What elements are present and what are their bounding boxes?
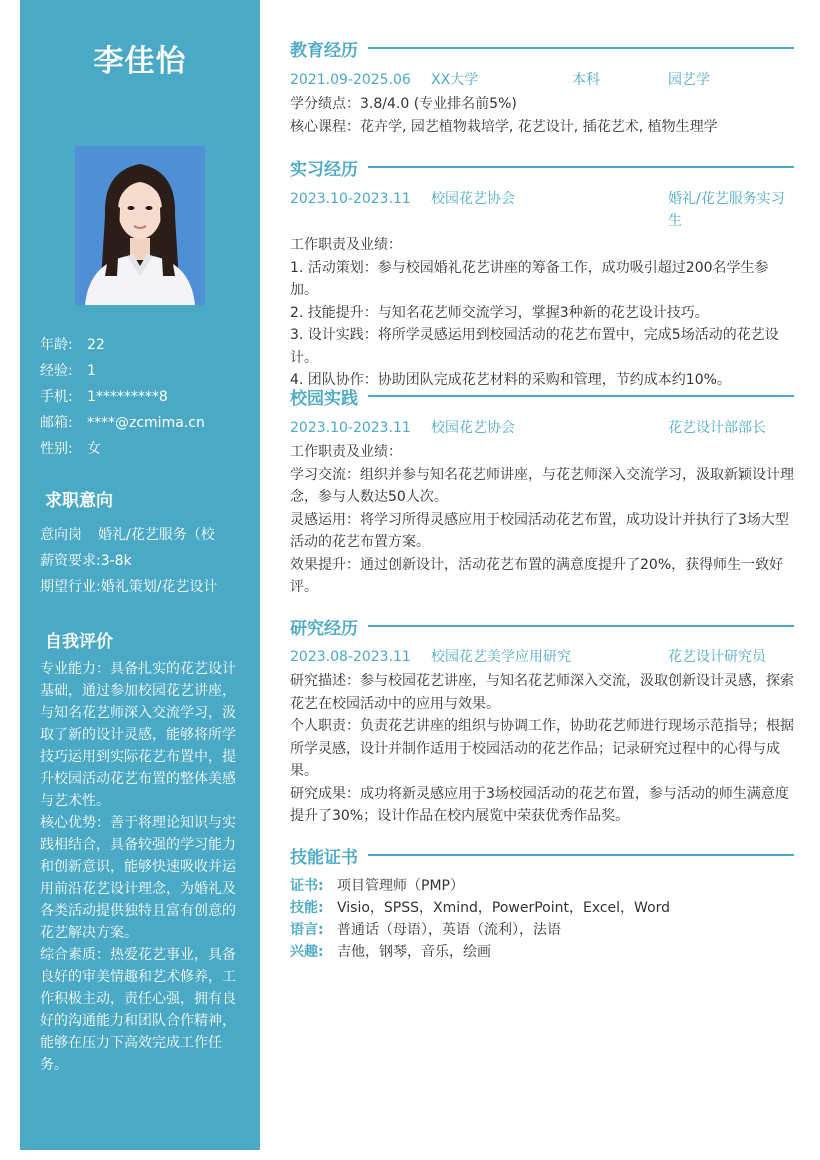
campus-line: 灵感运用：将学习所得灵感应用于校园活动花艺布置，成功设计并执行了3场大型活动的花艺布置方案。 [290,511,789,550]
info-label: 性别: [40,441,73,457]
self-eval-title: 自我评价 [45,632,113,652]
skill-value: 项目管理师（PMP） [337,878,464,894]
self-eval-paragraph: 综合素质：热爱花艺事业，具备良好的审美情趣和艺术修养，工作积极主动，责任心强，拥有良好的沟通能力和团队合作精神，能够在压力下高效完成工作任务。 [40,947,236,1073]
section-title-text: 教育经历 [290,40,358,61]
info-label: 经验: [40,363,73,379]
skill-row-interests [290,941,794,963]
campus-header [290,417,794,439]
info-label: 年龄: [40,337,73,353]
research-line: 个人职责：负责花艺讲座的组织与协调工作，协助花艺师进行现场示范指导；根据所学灵感，设计并制作适用于校园活动的花艺作品；记录研究过程中的心得与成果。 [290,718,794,779]
internship-org: 校园花艺协会 [431,191,515,207]
info-value: 1 [87,363,96,379]
profile-photo [75,146,205,305]
campus-role: 花艺设计部部长 [668,420,766,436]
info-label: 手机: [40,389,73,405]
info-value: 1*********8 [87,389,168,405]
education-school: XX大学 [431,72,479,88]
education-line: 核心课程：花卉学, 园艺植物栽培学, 花艺设计, 插花艺术, 植物生理学 [290,118,718,135]
campus-org: 校园花艺协会 [431,420,515,436]
info-age [40,334,255,360]
research-section-title [290,614,794,638]
section-title-text: 技能证书 [290,847,358,868]
intent-salary [40,550,255,576]
intent-value: 婚礼/花艺服务（校 [98,527,215,543]
research-line: 研究描述：参与校园花艺讲座，与知名花艺师深入交流，汲取创新设计灵感，探索花艺在校园活动中的应用与效果。 [290,673,794,712]
skill-label: 语言: [290,922,324,938]
education-section-title [290,36,794,60]
internship-line: 2. 技能提升：与知名花艺师交流学习，掌握3种新的花艺设计技巧。 [290,304,709,321]
internship-header [290,188,794,229]
skill-label: 兴趣: [290,944,324,960]
campus-details [290,441,794,599]
intent-label: 意向岗 [40,527,82,543]
campus-section-title [290,384,794,408]
section-divider [368,625,794,627]
section-divider [368,47,794,49]
intent-label: 薪资要求: [40,553,101,569]
info-email [40,412,255,438]
section-divider [368,854,794,856]
self-eval-paragraph: 专业能力：具备扎实的花艺设计基础，通过参加校园花艺讲座，与知名花艺师深入交流学习，汲取了新的设计灵感，能够将所学技巧运用到实际花艺布置中，提升校园活动花艺布置的整体美感与艺术性。 [40,661,236,809]
section-title-text: 实习经历 [290,159,358,180]
info-phone [40,386,255,412]
skill-value: 普通话（母语），英语（流利），法语 [337,922,561,938]
internship-line: 3. 设计实践：将所学灵感运用到校园活动的花艺布置中，完成5场活动的花艺设计。 [290,327,779,366]
section-divider [368,166,794,168]
skills-list [290,875,794,963]
candidate-name: 李佳怡 [93,44,187,79]
sidebar [20,0,260,1150]
research-period: 2023.08-2023.11 [290,649,411,665]
intent-label: 期望行业: [40,579,101,595]
skill-row-tools [290,897,794,919]
campus-line: 工作职责及业绩： [290,444,402,460]
intent-value: 婚礼策划/花艺设计 [100,579,218,595]
portrait-illustration [75,146,205,305]
section-title-text: 研究经历 [290,618,358,639]
campus-line: 学习交流：组织并参与知名花艺师讲座，与花艺师深入交流学习，汲取新颖设计理念，参与人数达50人次。 [290,466,794,505]
self-eval-paragraph: 核心优势：善于将理论知识与实践相结合，具备较强的学习能力和创新意识，能够快速吸收并运用前沿花艺设计理念，为婚礼及各类活动提供独特且富有创意的花艺解决方案。 [40,815,236,941]
basic-info [40,334,255,464]
research-project: 校园花艺美学应用研究 [431,649,571,665]
internship-line: 1. 活动策划：参与校园婚礼花艺讲座的筹备工作，成功吸引超过200名学生参加。 [290,259,769,298]
skill-label: 证书: [290,878,324,894]
campus-period: 2023.10-2023.11 [290,420,411,436]
education-header [290,69,794,91]
research-header [290,646,794,668]
info-value: ****@zcmima.cn [87,415,205,431]
internship-line: 工作职责及业绩： [290,237,402,253]
skills-section-title [290,843,794,867]
section-divider [368,395,794,397]
campus-line: 效果提升：通过创新设计，活动花艺布置的满意度提升了20%，获得师生一致好评。 [290,556,784,595]
internship-period: 2023.10-2023.11 [290,191,411,207]
intent-title: 求职意向 [45,491,113,511]
skill-row-certificate [290,875,794,897]
info-value: 22 [87,337,105,353]
education-major: 园艺学 [668,72,710,88]
info-gender [40,438,255,464]
skill-value: Visio，SPSS，Xmind，PowerPoint，Excel，Word [337,900,671,916]
research-details [290,670,794,828]
internship-role: 婚礼/花艺服务实习生 [668,191,785,229]
info-label: 邮箱: [40,415,73,431]
skill-row-language [290,919,794,941]
info-experience [40,360,255,386]
education-details [290,93,794,138]
education-degree: 本科 [572,72,600,88]
self-eval [40,658,245,1076]
education-line: 学分绩点：3.8/4.0 (专业排名前5%) [290,96,517,112]
intent-value: 3-8k [100,553,132,569]
internship-details [290,234,794,392]
research-role: 花艺设计研究员 [668,649,766,665]
education-period: 2021.09-2025.06 [290,72,411,88]
intent-industry [40,576,255,602]
job-intent [40,524,255,602]
skill-value: 吉他，钢琴，音乐，绘画 [337,944,491,960]
section-title-text: 校园实践 [290,388,358,409]
info-value: 女 [87,441,101,457]
internship-section-title [290,155,794,179]
skill-label: 技能: [290,900,324,916]
intent-position [40,524,255,550]
research-line: 研究成果：成功将新灵感应用于3场校园活动的花艺布置，参与活动的师生满意度提升了30%；设计作品在校内展览中荣获优秀作品奖。 [290,785,789,824]
internship-line: 4. 团队协作：协助团队完成花艺材料的采购和管理，节约成本约10%。 [290,372,731,388]
